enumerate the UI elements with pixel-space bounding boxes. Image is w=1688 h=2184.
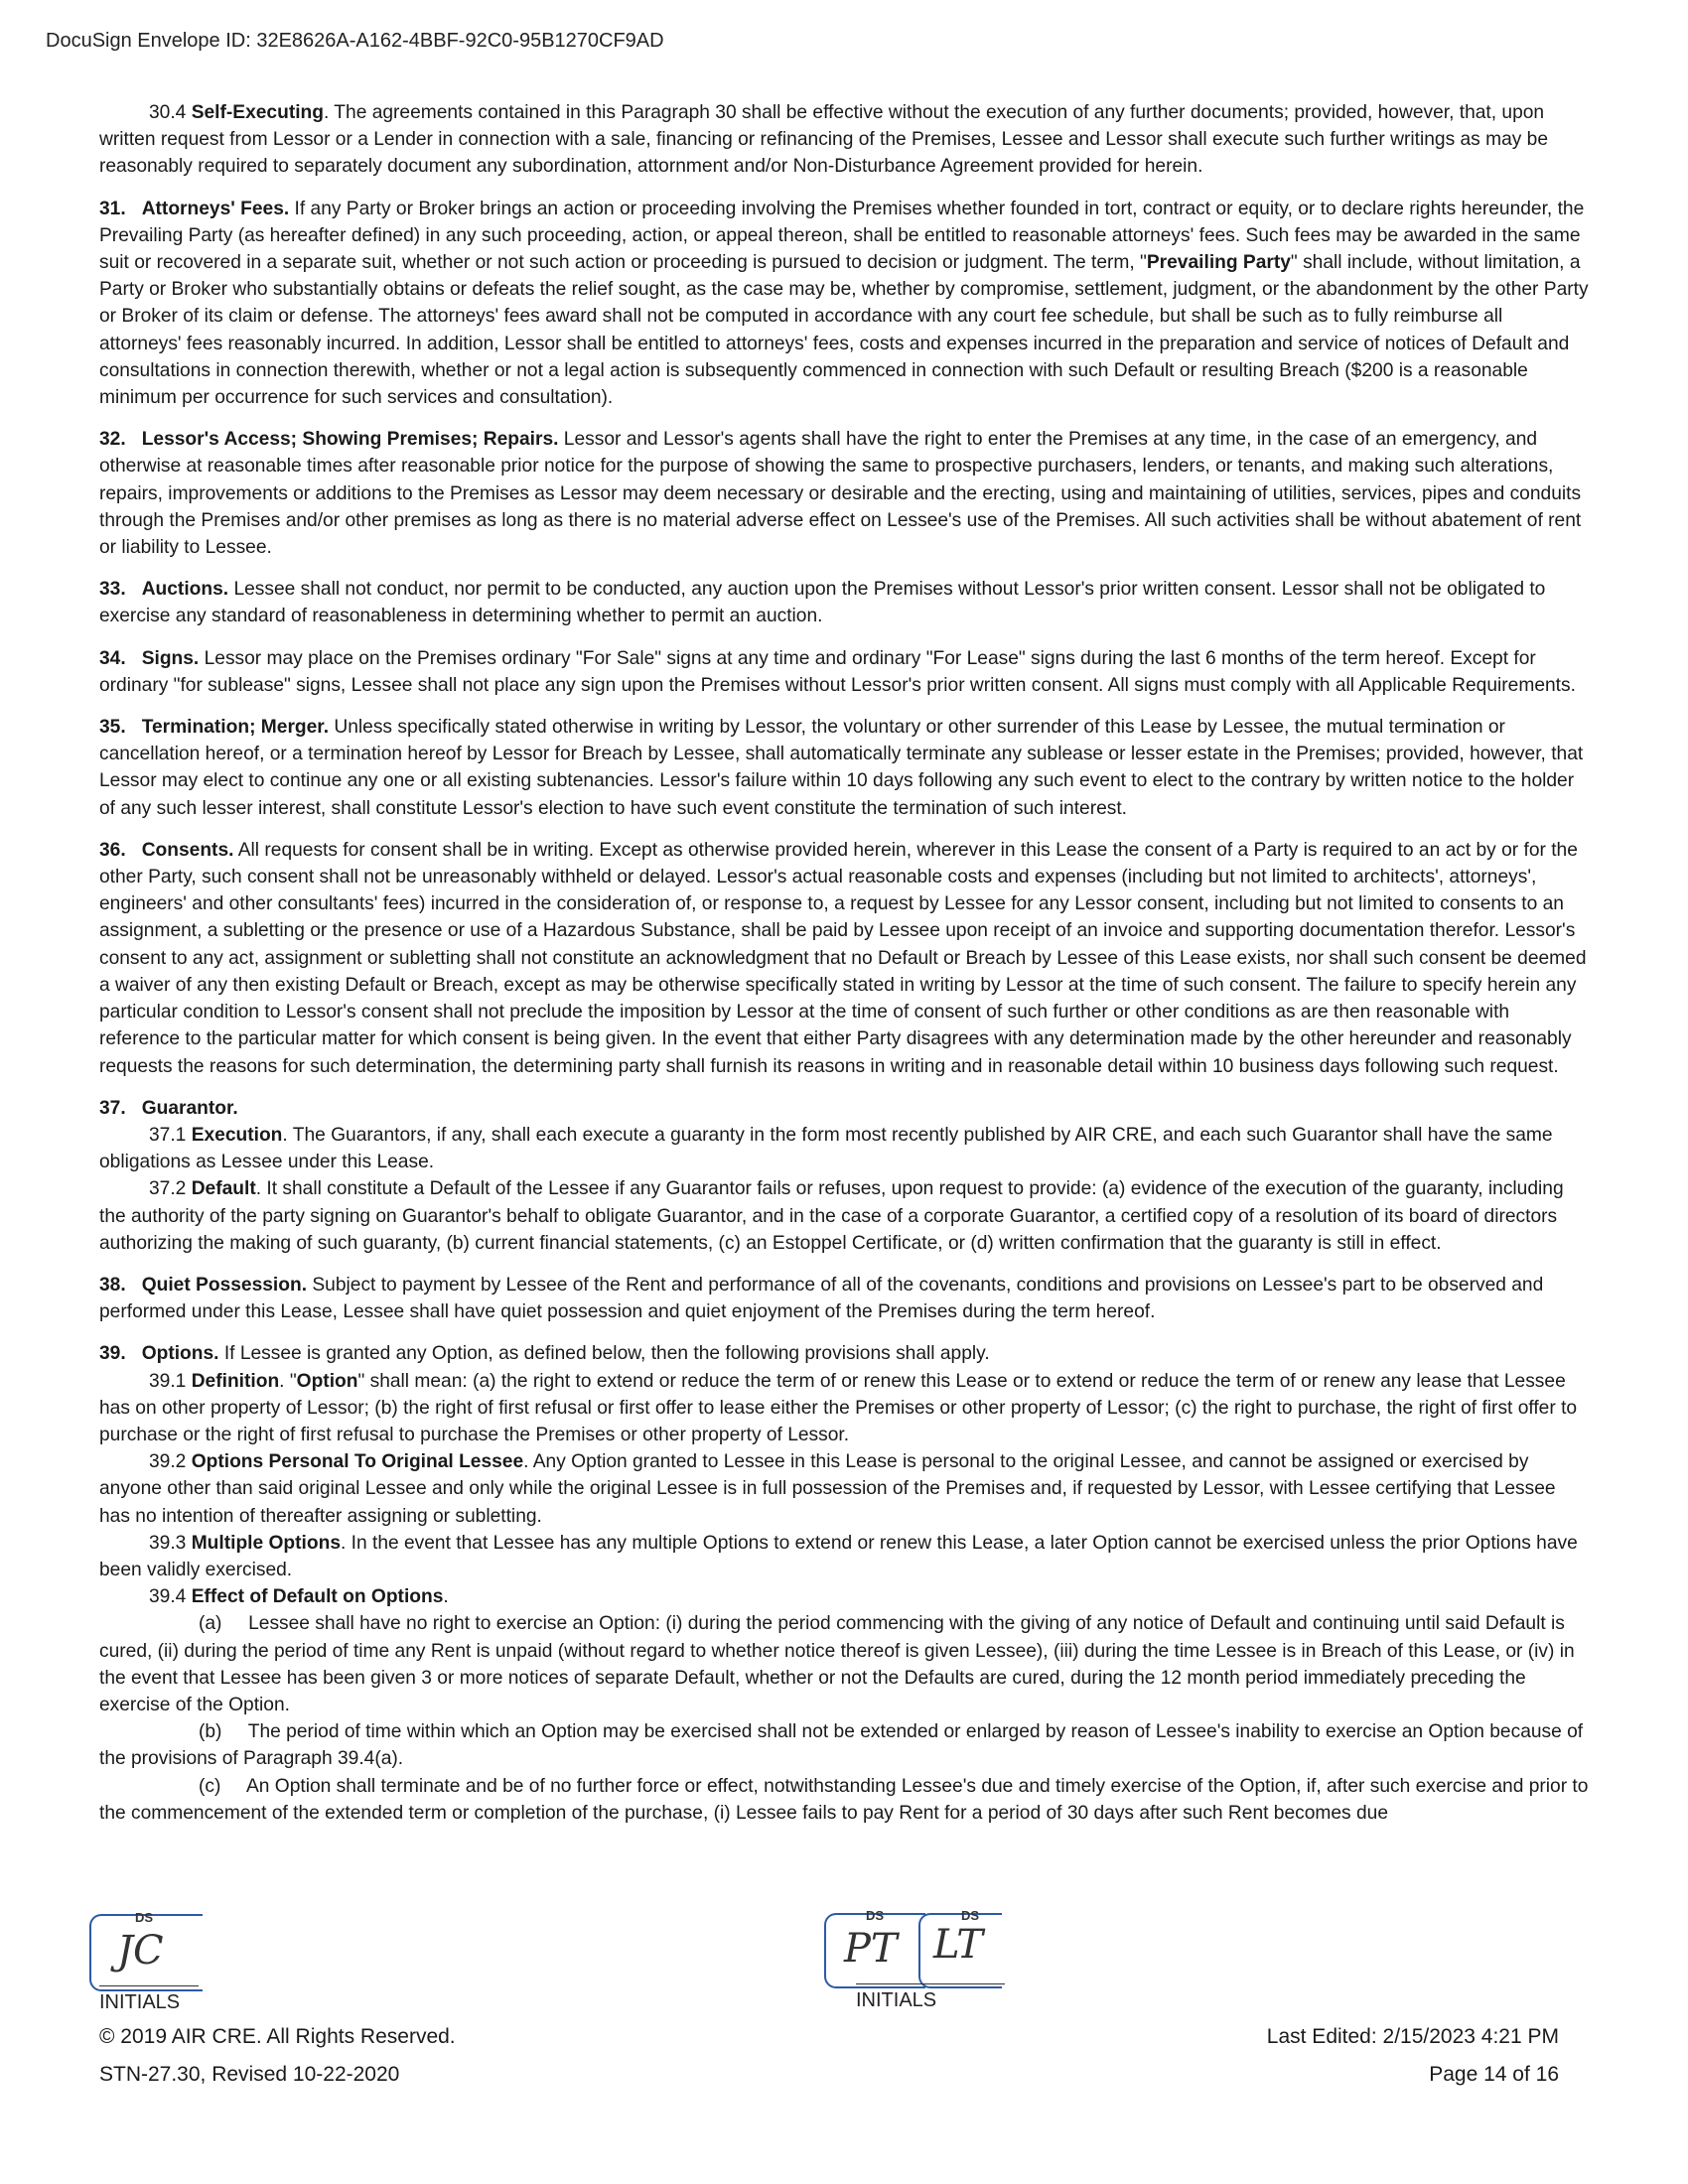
item-label: (a) <box>199 1613 222 1635</box>
para-37 <box>99 1095 1589 1122</box>
para-number: 37.2 <box>149 1178 187 1200</box>
para-text: If Lessee is granted any Option, as defined below, then the following provisions shall apply. <box>218 1343 990 1365</box>
para-title: Auctions. <box>141 579 229 601</box>
form-id: STN-27.30, Revised 10-22-2020 <box>99 2063 400 2086</box>
para-number: 37. <box>99 1097 126 1119</box>
page-number: Page 14 of 16 <box>1429 2063 1559 2086</box>
defined-term: Prevailing Party <box>1146 252 1291 274</box>
item-text: Lessee shall have no right to exercise an Option: (i) during the period commencing with the giving of any notice of Default and continuing until said Default is cured, (ii) during the period of time any Rent is unpaid (without regard to whether notice thereof is given Lessee), (iii) during the time Lessee is in Breach of this Lease, or (iv) in the event that Lessee has been given 3 or more notices of separate Default, whether or not the Defaults are cured, during the 12 month period immediately preceding the exercise of the Option. <box>99 1613 1575 1715</box>
para-text: Lessor and Lessor's agents shall have the right to enter the Premises at any time, in the case of an emergency, and otherwise at reasonable times after reasonable prior notice for the purpose of showing the same to prospective purchasers, lenders, or tenants, and making such alterations, repairs, improvements or additions to the Premises as Lessor may deem necessary or desirable and the erecting, using and maintaining of utilities, services, pipes and conduits through the Premises and/or other premises as long as there is no material adverse effect on Lessee's use of the Premises. All such activities shall be without abatement of rent or liability to Lessee. <box>99 429 1582 559</box>
para-text: . It shall constitute a Default of the Lessee if any Guarantor fails or refuses, upon request to provide: (a) evidence of the execution of the guaranty, including the authority of the party signing on Guarantor's behalf to obligate Guarantor, and in the case of a corporate Guarantor, a certified copy of a resolution of its board of directors authorizing the making of such guaranty, (b) current financial statements, (c) an Estoppel Certificate, or (d) written confirmation that the guaranty is still in effect. <box>99 1178 1564 1254</box>
para-text: . The agreements contained in this Paragraph 30 shall be effective without the execution of any further documents; provided, however, that, upon written request from Lessor or a Lender in connection with a sale, financing or refinancing of the Premises, Lessee and Lessor shall execute such further writings as may be reasonably required to separately document any subordination, attornment and/or Non-Disturbance Agreement provided for herein. <box>99 102 1549 178</box>
para-title: Effect of Default on Options <box>191 1586 444 1608</box>
para-text: Subject to payment by Lessee of the Rent and performance of all of the covenants, conditions and provisions on Lessee's part to be observed and performed under this Lease, Lessee shall have quiet possession and quiet enjoyment of the Premises during the term hereof. <box>99 1274 1544 1323</box>
para-number: 34. <box>99 647 126 669</box>
para-30-4 <box>99 99 1589 181</box>
para-title: Consents. <box>141 839 234 861</box>
defined-term: Option <box>296 1370 358 1392</box>
last-edited: Last Edited: 2/15/2023 4:21 PM <box>1266 2025 1559 2048</box>
para-text: All requests for consent shall be in writing. Except as otherwise provided herein, wherever in this Lease the consent of a Party is required to an act by or for the other Party, such consent shall not be unreasonably withheld or delayed. Lessor's actual reasonable costs and expenses (including but not limited to architects', attorneys', engineers' and other consultants' fees) incurred in the consideration of, or response to, a request by Lessee for any Lessor consent, including but not limited to consents to an assignment, a subletting or the presence or use of a Hazardous Substance, shall be paid by Lessee upon receipt of an invoice and supporting documentation therefor. Lessor's consent to any act, assignment or subletting shall not constitute an acknowledgment that no Default or Breach by Lessee of this Lease exists, nor shall such consent be deemed a waiver of any then existing Default or Breach, except as may be otherwise specifically stated in writing by Lessor at the time of such consent. The failure to specify herein any particular condition to Lessor's consent shall not preclude the imposition by Lessor at the time of consent of such further or other conditions as are then reasonable with reference to the particular matter for which consent is being given. In the event that either Party disagrees with any determination made by the other hereunder and reasonably requests the reasons for such determination, the determining party shall furnish its reasons in writing and in reasonable detail within 10 business days following such request. <box>99 839 1587 1077</box>
copyright: © 2019 AIR CRE. All Rights Reserved. <box>99 2025 456 2048</box>
para-number: 35. <box>99 717 126 739</box>
item-text: An Option shall terminate and be of no further force or effect, notwithstanding Lessee's due and timely exercise of the Option, if, after such exercise and prior to the commencement of the extended term or completion of the purchase, (i) Lessee fails to pay Rent for a period of 30 days after such Rent becomes due <box>99 1775 1589 1824</box>
initials-signature: JC <box>117 1928 164 1974</box>
para-39-4-b <box>99 1718 1589 1772</box>
para-number: 36. <box>99 839 126 861</box>
para-text: " shall mean: (a) the right to extend or reduce the term of or renew this Lease or to extend or reduce the term of or renew any lease that Lessee has on other property of Lessor; (b) the right of first refusal or first offer to lease either the Premises or other property of Lessor; (c) the right to purchase, the right of first offer to purchase or the right of first refusal to purchase the Premises or other property of Lessor. <box>99 1370 1578 1445</box>
para-39-3 <box>99 1530 1589 1583</box>
para-number: 39.4 <box>149 1586 187 1608</box>
initials-label: INITIALS <box>856 1989 937 2011</box>
para-title: Termination; Merger. <box>141 717 330 739</box>
para-number: 39. <box>99 1343 126 1365</box>
para-39-2 <box>99 1448 1589 1530</box>
para-text: " shall include, without limitation, a Party or Broker who substantially obtains or defeats the relief sought, as the case may be, whether by compromise, settlement, judgment, or the abandonment by the other Party or Broker of its claim or defense. The attorneys' fees award shall not be computed in accordance with any court fee schedule, but shall be such as to fully reimburse all attorneys' fees reasonably incurred. In addition, Lessor shall be entitled to attorneys' fees, costs and expenses incurred in the preparation and service of notices of Default and consultations in connection therewith, whether or not a legal action is subsequently commenced in connection with such Default or resulting Breach ($200 is a reasonable minimum per occurrence for such services and consultation). <box>99 252 1589 409</box>
para-text: Unless specifically stated otherwise in writing by Lessor, the voluntary or other surrender of this Lease by Lessee, the mutual termination or cancellation hereof, or a termination hereof by Lessor for Breach by Lessee, shall automatically terminate any sublease or lesser estate in the Premises; provided, however, that Lessor may elect to continue any one or all existing subtenancies. Lessor's failure within 10 days following any such event to elect to the contrary by written notice to the holder of any such lesser interest, shall constitute Lessor's election to have such event constitute the termination of such interest. <box>99 717 1584 819</box>
para-number: 31. <box>99 198 126 219</box>
para-39-4-a <box>99 1610 1589 1718</box>
docusign-tag: DS <box>866 1908 885 1923</box>
para-39-4-c <box>99 1773 1589 1827</box>
item-label: (b) <box>199 1721 222 1743</box>
para-text: If any Party or Broker brings an action or proceeding involving the Premises whether founded in tort, contract or equity, or to declare rights hereunder, the Prevailing Party (as hereafter defined) in any such proceeding, action, or appeal thereon, shall be entitled to reasonable attorneys' fees. Such fees may be awarded in the same suit or recovered in a separate suit, whether or not such action or proceeding is pursued to decision or judgment. The term, " <box>99 198 1585 274</box>
para-title: Default <box>191 1178 256 1200</box>
para-number: 30.4 <box>149 102 187 123</box>
document-body <box>99 99 1589 1827</box>
para-title: Multiple Options <box>191 1532 341 1554</box>
para-title: Signs. <box>141 647 200 669</box>
para-39 <box>99 1340 1589 1367</box>
para-39-4 <box>99 1583 1589 1610</box>
para-31 <box>99 196 1589 412</box>
para-number: 38. <box>99 1274 126 1296</box>
para-number: 39.2 <box>149 1451 187 1473</box>
para-number: 33. <box>99 579 126 601</box>
initials-signature: PT <box>844 1926 898 1972</box>
para-title: Attorneys' Fees. <box>141 198 290 219</box>
para-34 <box>99 645 1589 699</box>
para-36 <box>99 837 1589 1080</box>
para-title: Options. <box>141 1343 219 1365</box>
initials-signature: LT <box>933 1922 983 1968</box>
initials-line <box>99 1985 199 1986</box>
para-38 <box>99 1272 1589 1325</box>
para-text: Lessee shall not conduct, nor permit to be conducted, any auction upon the Premises without Lessor's prior written consent. Lessor shall not be obligated to exercise any standard of reasonableness in determining whether to permit an auction. <box>99 579 1546 627</box>
para-title: Definition <box>191 1370 280 1392</box>
initials-line <box>856 1983 1005 1984</box>
para-title: Lessor's Access; Showing Premises; Repairs. <box>141 429 559 451</box>
para-title: Quiet Possession. <box>141 1274 308 1296</box>
para-text: . <box>443 1586 449 1608</box>
para-title: Execution <box>191 1124 283 1146</box>
para-32 <box>99 426 1589 561</box>
initials-label: INITIALS <box>99 1991 181 2013</box>
para-number: 39.3 <box>149 1532 187 1554</box>
para-text: . The Guarantors, if any, shall each execute a guaranty in the form most recently published by AIR CRE, and each such Guarantor shall have the same obligations as Lessee under this Lease. <box>99 1124 1553 1173</box>
docusign-tag: DS <box>961 1908 980 1923</box>
para-39-1 <box>99 1368 1589 1449</box>
envelope-id: DocuSign Envelope ID: 32E8626A-A162-4BBF-92C0-95B1270CF9AD <box>46 30 664 52</box>
footer-row-2 <box>99 2063 1559 2087</box>
para-text: . Any Option granted to Lessee in this Lease is personal to the original Lessee, and cannot be assigned or exercised by anyone other than said original Lessee and only while the original Lessee is in full possession of the Premises and, if requested by Lessor, with Lessee certifying that Lessee has no intention of thereafter assigning or subletting. <box>99 1451 1556 1527</box>
para-37-2 <box>99 1175 1589 1257</box>
footer-row-1 <box>99 2025 1559 2049</box>
para-title: Options Personal To Original Lessee <box>191 1451 524 1473</box>
item-label: (c) <box>199 1775 221 1797</box>
para-33 <box>99 576 1589 629</box>
para-text: . In the event that Lessee has any multiple Options to extend or renew this Lease, a later Option cannot be exercised unless the prior Options have been validly exercised. <box>99 1532 1578 1580</box>
para-number: 37.1 <box>149 1124 187 1146</box>
para-number: 32. <box>99 429 126 451</box>
para-number: 39.1 <box>149 1370 187 1392</box>
para-37-1 <box>99 1122 1589 1175</box>
para-title: Self-Executing <box>191 102 324 123</box>
para-title: Guarantor. <box>141 1097 238 1119</box>
para-text: Lessor may place on the Premises ordinary "For Sale" signs at any time and ordinary "For Lease" signs during the last 6 months of the term hereof. Except for ordinary "for sublease" signs, Lessee shall not place any sign upon the Premises without Lessor's prior written consent. All signs must comply with all Applicable Requirements. <box>99 647 1576 696</box>
item-text: The period of time within which an Option may be exercised shall not be extended or enlarged by reason of Lessee's inability to exercise an Option because of the provisions of Paragraph 39.4(a). <box>99 1721 1584 1770</box>
para-text: . " <box>279 1370 297 1392</box>
para-35 <box>99 714 1589 822</box>
docusign-tag: DS <box>135 1910 154 1925</box>
